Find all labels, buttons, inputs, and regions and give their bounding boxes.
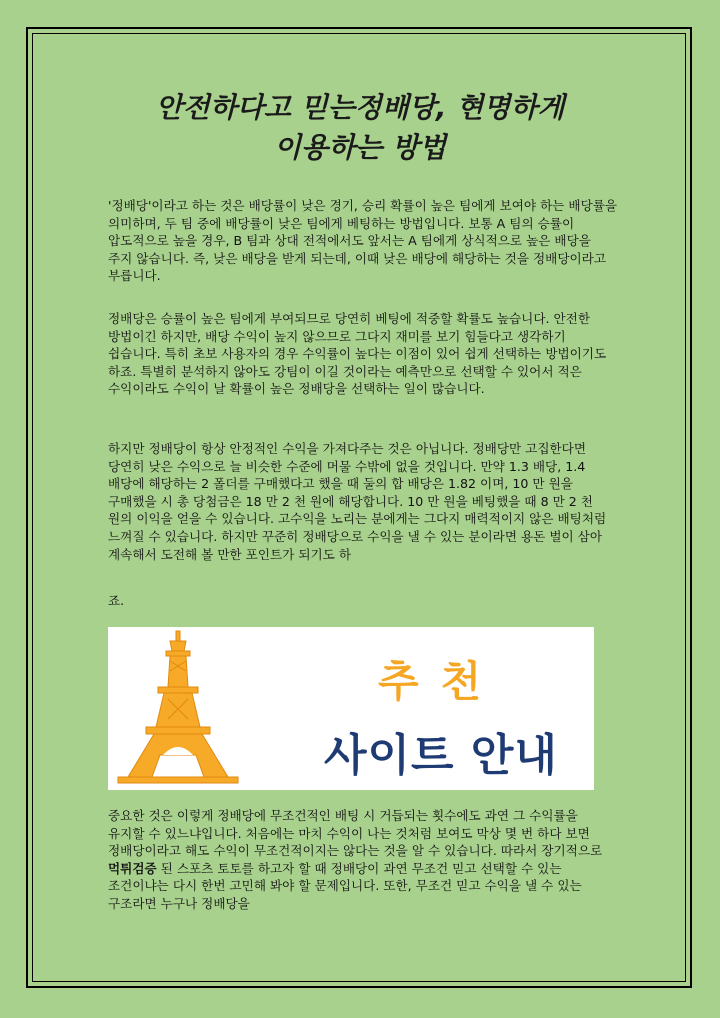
eiffel-tower-icon	[108, 627, 258, 790]
paragraph-4-text-a: 중요한 것은 이렇게 정배당에 무조건적인 배팅 시 거듭되는 횟수에도 과연 그 수익률을 유지할 수 있느냐입니다. 처음에는 마치 수익이 나는 것처럼 보여도 막상 몇 번 하다 보면 정배당이라고 해도 수익이 무조건적이지는 않다는 것을 알 수 있습니다. 따라서 장기적으로	[108, 808, 603, 859]
title-line-1: 안전하다고 믿는정배당, 현명하게	[155, 91, 565, 124]
recommended-site-banner[interactable]	[108, 627, 594, 790]
highlight-keyword: 먹튀검증	[108, 860, 157, 876]
page-title	[40, 88, 680, 168]
title-line-2: 이용하는 방법	[273, 131, 447, 164]
paragraph-1: '정배당'이라고 하는 것은 배당률이 낮은 경기, 승리 확률이 높은 팀에게 보여야 하는 배당률을 의미하며, 두 팀 중에 배당률이 낮은 팀에게 베팅하는 방법입니다. 보통 A 팀의 승률이 압도적으로 높을 경우, B 팀과 상대 전적에서도 앞서는 A 팀에게 상식적으로 높은 배당을 주지 않습니다. 즉, 낮은 배당을 받게 되는데, 이때 낮은 배당에 해당하는 것을 정배당이라고 부릅니다.	[108, 198, 618, 284]
paragraph-3-end: 죠.	[108, 593, 125, 608]
paragraph-4-text-b: 된 스포츠 토토를 하고자 할 때 정배당이 과연 무조건 믿고 선택할 수 있는 조건이냐는 다시 한번 고민해 봐야 할 문제입니다. 또한, 무조건 믿고 수익을 낼 수 있는 구조라면 누구나 정배당을	[108, 860, 582, 911]
paragraph-2: 정배당은 승률이 높은 팀에게 부여되므로 당연히 베팅에 적중할 확률도 높습니다. 안전한 방법이긴 하지만, 배당 수익이 높지 않으므로 그다지 재미를 보기 힘들다고 생각하기 쉽습니다. 특히 초보 사용자의 경우 수익률이 높다는 이점이 있어 쉽게 선택하는 방법이기도 하죠. 특별히 분석하지 않아도 강팀이 이길 것이라는 예측만으로 선택할 수 있어서 적은 수익이라도 수익이 날 확률이 높은 정배당을 선택하는 일이 많습니다.	[108, 311, 607, 397]
banner-recommend-text: 추천	[378, 657, 504, 706]
paragraph-4	[108, 807, 618, 913]
banner-site-guide-text: 사이트 안내	[324, 730, 558, 781]
paragraph-3: 하지만 정배당이 항상 안정적인 수익을 가져다주는 것은 아닙니다. 정배당만 고집한다면 당연히 낮은 수익으로 늘 비슷한 수준에 머물 수밖에 없을 것입니다. 만약 1.3 배당, 1.4 배당에 해당하는 2 폴더를 구매했다고 했을 때 둘의 합 배당은 1.82 이며, 10 만 원을 구매했을 시 총 당첨금은 18 만 2 천 원에 해당합니다. 10 만 원을 베팅했을 때 8 만 2 천 원의 이익을 얻을 수 있습니다. 고수익을 노리는 분에게는 그다지 매력적이지 않은 배팅처럼 느껴질 수 있습니다. 하지만 꾸준히 정배당으로 수익을 낼 수 있는 분이라면 용돈 벌이 삼아 계속해서 도전해 볼 만한 포인트가 되기도 하	[108, 441, 607, 562]
